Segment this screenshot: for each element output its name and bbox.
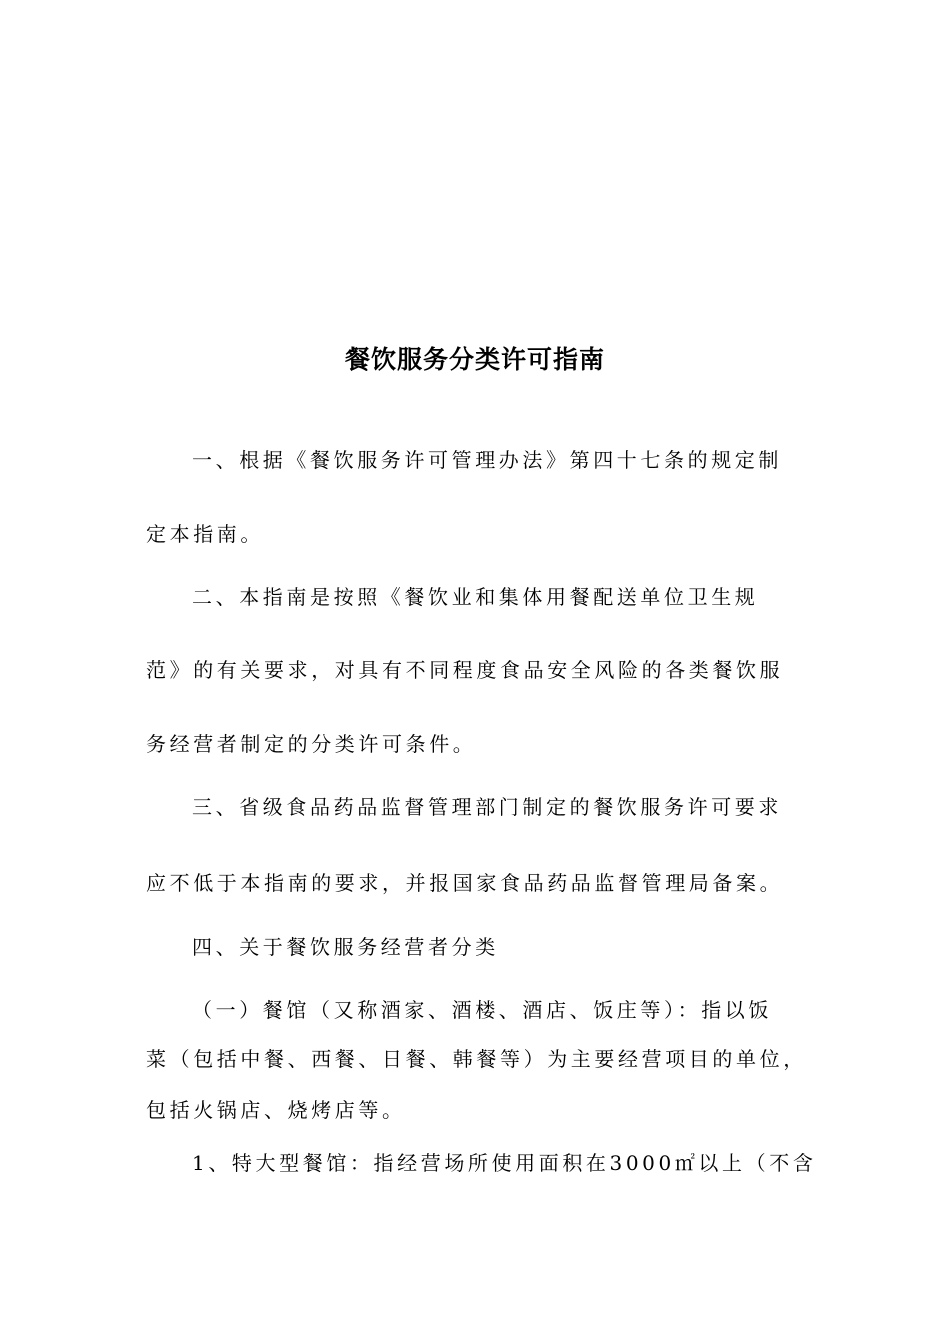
paragraph-2-line-1: 二、本指南是按照《餐饮业和集体用餐配送单位卫生规: [192, 585, 759, 609]
document-title: 餐饮服务分类许可指南: [344, 345, 605, 374]
paragraph-2-line-3: 务经营者制定的分类许可条件。: [146, 732, 477, 756]
paragraph-1-line-2: 定本指南。: [146, 522, 264, 546]
paragraph-5-line-3: 包括火锅店、烧烤店等。: [146, 1098, 406, 1122]
paragraph-3-line-2: 应不低于本指南的要求，并报国家食品药品监督管理局备案。: [146, 871, 784, 895]
paragraph-6-line-1: 1、特大型餐馆：指经营场所使用面积在3000㎡以上（不含: [192, 1151, 817, 1175]
paragraph-5-line-1: （一）餐馆（又称酒家、酒楼、酒店、饭庄等）：指以饭: [192, 998, 772, 1022]
paragraph-2-line-2: 范》的有关要求，对具有不同程度食品安全风险的各类餐饮服: [146, 658, 784, 682]
paragraph-5-line-2: 菜（包括中餐、西餐、日餐、韩餐等）为主要经营项目的单位，: [146, 1047, 807, 1071]
paragraph-1-line-1: 一、根据《餐饮服务许可管理办法》第四十七条的规定制: [192, 448, 782, 472]
paragraph-4-heading: 四、关于餐饮服务经营者分类: [192, 935, 499, 959]
paragraph-3-line-1: 三、省级食品药品监督管理部门制定的餐饮服务许可要求: [192, 795, 782, 819]
